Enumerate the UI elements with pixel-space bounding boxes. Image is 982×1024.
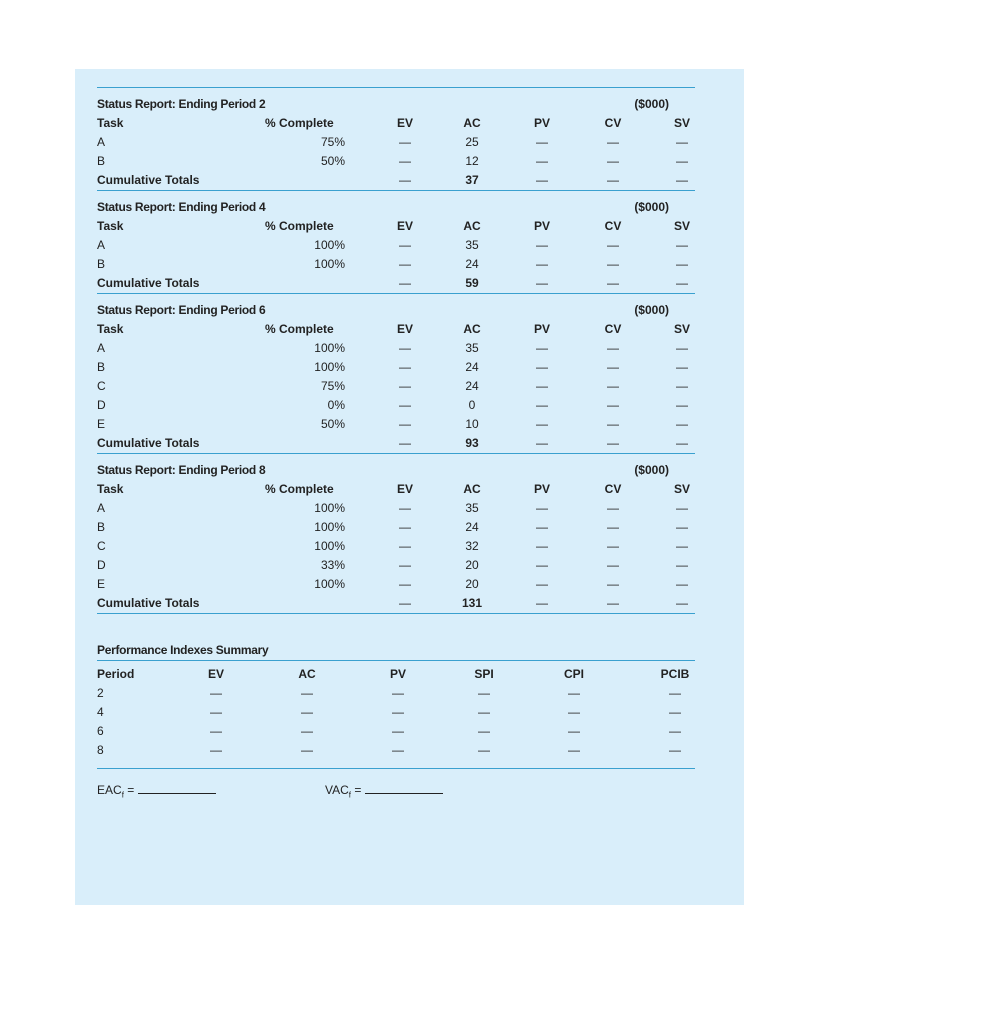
sv-blank: — <box>676 238 688 252</box>
pct-complete-value: 100% <box>314 520 345 534</box>
task-name: D <box>97 398 106 412</box>
pct-complete-value: 50% <box>320 154 345 168</box>
section-title-row <box>97 460 695 480</box>
ev-total-blank: — <box>399 436 411 450</box>
period-value: 6 <box>97 724 104 738</box>
ev-blank: — <box>399 417 411 431</box>
spi-blank: — <box>478 724 490 738</box>
task-name: E <box>97 577 106 591</box>
header-pcib: PCIB <box>660 667 690 681</box>
ev-blank: — <box>210 686 222 700</box>
column-header-row <box>97 114 695 133</box>
pct-complete-value: 75% <box>320 379 345 393</box>
vac-formula-equals: = <box>351 783 365 797</box>
header-period: Period <box>97 667 135 681</box>
ev-blank: — <box>399 398 411 412</box>
header-ac: AC <box>463 322 481 336</box>
pcib-blank: — <box>669 743 681 757</box>
header-spi: SPI <box>474 667 494 681</box>
cv-blank: — <box>607 539 619 553</box>
header-cv: CV <box>604 116 622 130</box>
header-task: Task <box>97 322 124 336</box>
pv-blank: — <box>536 417 548 431</box>
ev-blank: — <box>210 724 222 738</box>
task-row <box>97 255 695 274</box>
header-pct-complete: % Complete <box>265 482 334 496</box>
cumulative-totals-label: Cumulative Totals <box>97 173 200 187</box>
task-name: C <box>97 379 106 393</box>
header-ev: EV <box>396 482 413 496</box>
task-row <box>97 339 695 358</box>
pv-blank: — <box>392 743 404 757</box>
cumulative-totals-label: Cumulative Totals <box>97 436 200 450</box>
pv-blank: — <box>536 577 548 591</box>
ac-blank: — <box>301 743 313 757</box>
cv-blank: — <box>607 558 619 572</box>
report-container <box>97 87 695 809</box>
ac-value: 24 <box>465 379 479 393</box>
task-row <box>97 537 695 556</box>
ev-blank: — <box>399 379 411 393</box>
pv-blank: — <box>536 360 548 374</box>
task-row <box>97 556 695 575</box>
eac-formula-answer-blank <box>138 784 216 794</box>
sv-blank: — <box>676 520 688 534</box>
header-task: Task <box>97 482 124 496</box>
cumulative-totals-row <box>97 594 695 613</box>
period-value: 4 <box>97 705 104 719</box>
pv-blank: — <box>392 724 404 738</box>
status-report-section <box>97 87 695 190</box>
pv-total-blank: — <box>536 173 548 187</box>
sv-blank: — <box>676 577 688 591</box>
section-rule <box>97 293 695 294</box>
cv-total-blank: — <box>607 276 619 290</box>
task-row <box>97 358 695 377</box>
task-name: B <box>97 520 106 534</box>
header-pct-complete: % Complete <box>265 116 334 130</box>
ev-blank: — <box>399 577 411 591</box>
task-row <box>97 518 695 537</box>
spi-blank: — <box>478 743 490 757</box>
header-ev: EV <box>396 322 413 336</box>
pct-complete-value: 100% <box>314 577 345 591</box>
section-title: Status Report: Ending Period 8 <box>97 463 266 477</box>
ev-blank: — <box>399 360 411 374</box>
vac-formula-subscript: f <box>348 790 352 800</box>
ac-total-value: 93 <box>465 436 479 450</box>
pct-complete-value: 33% <box>320 558 345 572</box>
ac-blank: — <box>301 724 313 738</box>
performance-summary-section <box>97 640 695 809</box>
pct-complete-value: 75% <box>320 135 345 149</box>
cumulative-totals-row <box>97 434 695 453</box>
cv-blank: — <box>607 417 619 431</box>
ac-total-value: 59 <box>465 276 479 290</box>
vac-formula-label: VAC <box>325 783 349 797</box>
cpi-blank: — <box>568 686 580 700</box>
task-row <box>97 236 695 255</box>
section-rule <box>97 453 695 454</box>
header-sv: SV <box>673 116 690 130</box>
ac-value: 0 <box>468 398 476 412</box>
ev-blank: — <box>399 257 411 271</box>
header-pct-complete: % Complete <box>265 322 334 336</box>
ev-total-blank: — <box>399 596 411 610</box>
header-ac: AC <box>463 219 481 233</box>
task-name: A <box>97 135 106 149</box>
forecast-row <box>97 779 695 809</box>
summary-title-row <box>97 640 695 660</box>
sv-total-blank: — <box>676 173 688 187</box>
summary-row <box>97 684 695 703</box>
pv-total-blank: — <box>536 276 548 290</box>
header-sv: SV <box>673 219 690 233</box>
column-header-row <box>97 217 695 236</box>
cv-blank: — <box>607 360 619 374</box>
status-report-section <box>97 293 695 453</box>
sv-blank: — <box>676 398 688 412</box>
spi-blank: — <box>478 686 490 700</box>
header-ac: AC <box>463 116 481 130</box>
task-row <box>97 396 695 415</box>
status-report-section <box>97 453 695 613</box>
sv-blank: — <box>676 341 688 355</box>
ev-blank: — <box>399 341 411 355</box>
units-label: ($000) <box>634 200 669 214</box>
pct-complete-value: 100% <box>314 539 345 553</box>
sv-total-blank: — <box>676 596 688 610</box>
section-title: Status Report: Ending Period 6 <box>97 303 266 317</box>
sv-blank: — <box>676 417 688 431</box>
period-value: 8 <box>97 743 104 757</box>
header-cv: CV <box>604 482 622 496</box>
task-name: C <box>97 539 106 553</box>
summary-title: Performance Indexes Summary <box>97 643 269 657</box>
eac-formula-equals: = <box>123 783 138 797</box>
header-cv: CV <box>604 322 622 336</box>
section-title: Status Report: Ending Period 2 <box>97 97 266 111</box>
task-row <box>97 499 695 518</box>
cpi-blank: — <box>568 743 580 757</box>
cv-total-blank: — <box>607 173 619 187</box>
pv-blank: — <box>536 379 548 393</box>
ac-value: 35 <box>465 238 479 252</box>
ev-blank: — <box>210 743 222 757</box>
pct-complete-value: 100% <box>314 238 345 252</box>
summary-rule <box>97 660 695 661</box>
sv-blank: — <box>676 257 688 271</box>
summary-bottom-rule <box>97 768 695 769</box>
cumulative-totals-row <box>97 274 695 293</box>
ac-value: 24 <box>465 520 479 534</box>
units-label: ($000) <box>634 303 669 317</box>
header-sv: SV <box>673 322 690 336</box>
task-name: E <box>97 417 106 431</box>
header-task: Task <box>97 116 124 130</box>
pv-blank: — <box>536 520 548 534</box>
sv-blank: — <box>676 360 688 374</box>
task-name: A <box>97 501 106 515</box>
ac-total-value: 37 <box>465 173 479 187</box>
sv-blank: — <box>676 379 688 393</box>
header-task: Task <box>97 219 124 233</box>
vac-formula <box>325 783 443 799</box>
cv-blank: — <box>607 520 619 534</box>
sv-blank: — <box>676 501 688 515</box>
ac-value: 32 <box>465 539 479 553</box>
header-ac: AC <box>463 482 481 496</box>
cv-blank: — <box>607 257 619 271</box>
sv-total-blank: — <box>676 436 688 450</box>
ac-value: 20 <box>465 558 479 572</box>
cumulative-totals-label: Cumulative Totals <box>97 276 200 290</box>
header-pv: PV <box>389 667 406 681</box>
header-pv: PV <box>533 116 550 130</box>
pct-complete-value: 100% <box>314 341 345 355</box>
pv-blank: — <box>536 154 548 168</box>
ac-value: 20 <box>465 577 479 591</box>
section-title-row <box>97 94 695 114</box>
ac-value: 24 <box>465 360 479 374</box>
task-row <box>97 133 695 152</box>
cumulative-totals-label: Cumulative Totals <box>97 596 200 610</box>
sv-blank: — <box>676 558 688 572</box>
summary-row <box>97 722 695 741</box>
period-value: 2 <box>97 686 104 700</box>
pct-complete-value: 100% <box>314 501 345 515</box>
pv-blank: — <box>536 558 548 572</box>
task-name: A <box>97 238 106 252</box>
ev-total-blank: — <box>399 173 411 187</box>
pcib-blank: — <box>669 724 681 738</box>
ev-blank: — <box>399 520 411 534</box>
sv-total-blank: — <box>676 276 688 290</box>
section-rule <box>97 87 695 88</box>
pv-blank: — <box>536 135 548 149</box>
pv-blank: — <box>392 705 404 719</box>
pv-total-blank: — <box>536 596 548 610</box>
column-header-row <box>97 480 695 499</box>
eac-formula-subscript: f <box>121 790 124 800</box>
pct-complete-value: 50% <box>320 417 345 431</box>
ac-value: 24 <box>465 257 479 271</box>
ac-value: 10 <box>465 417 479 431</box>
eac-formula-label: EAC <box>97 783 122 797</box>
task-name: B <box>97 360 106 374</box>
units-label: ($000) <box>634 463 669 477</box>
ac-value: 35 <box>465 501 479 515</box>
header-cpi: CPI <box>563 667 584 681</box>
ac-value: 25 <box>465 135 479 149</box>
pct-complete-value: 100% <box>314 257 345 271</box>
header-cv: CV <box>604 219 622 233</box>
header-ev: EV <box>396 219 413 233</box>
exercise-panel <box>75 69 744 905</box>
summary-row <box>97 703 695 722</box>
cv-blank: — <box>607 379 619 393</box>
cv-blank: — <box>607 238 619 252</box>
pv-blank: — <box>392 686 404 700</box>
sv-blank: — <box>676 135 688 149</box>
pv-blank: — <box>536 501 548 515</box>
cumulative-totals-row <box>97 171 695 190</box>
ac-value: 12 <box>465 154 479 168</box>
ev-blank: — <box>399 501 411 515</box>
task-row <box>97 152 695 171</box>
header-pv: PV <box>533 482 550 496</box>
cpi-blank: — <box>568 724 580 738</box>
ev-blank: — <box>399 238 411 252</box>
cv-blank: — <box>607 398 619 412</box>
ac-total-value: 131 <box>461 596 483 610</box>
pcib-blank: — <box>669 705 681 719</box>
task-name: D <box>97 558 106 572</box>
ev-blank: — <box>399 558 411 572</box>
summary-header-row <box>97 665 695 684</box>
pcib-blank: — <box>669 686 681 700</box>
pv-blank: — <box>536 257 548 271</box>
header-sv: SV <box>673 482 690 496</box>
cv-blank: — <box>607 154 619 168</box>
task-name: A <box>97 341 106 355</box>
ev-blank: — <box>210 705 222 719</box>
section-rule <box>97 190 695 191</box>
header-ac: AC <box>298 667 316 681</box>
sv-blank: — <box>676 154 688 168</box>
cv-total-blank: — <box>607 596 619 610</box>
header-ev: EV <box>207 667 224 681</box>
summary-row <box>97 741 695 760</box>
task-row <box>97 575 695 594</box>
pv-blank: — <box>536 398 548 412</box>
cv-blank: — <box>607 341 619 355</box>
vac-formula-answer-blank <box>365 784 443 794</box>
header-pv: PV <box>533 219 550 233</box>
pv-total-blank: — <box>536 436 548 450</box>
pct-complete-value: 0% <box>327 398 345 412</box>
cv-total-blank: — <box>607 436 619 450</box>
header-pct-complete: % Complete <box>265 219 334 233</box>
pv-blank: — <box>536 341 548 355</box>
pv-blank: — <box>536 539 548 553</box>
cpi-blank: — <box>568 705 580 719</box>
ev-blank: — <box>399 539 411 553</box>
cv-blank: — <box>607 501 619 515</box>
header-pv: PV <box>533 322 550 336</box>
units-label: ($000) <box>634 97 669 111</box>
status-report-section <box>97 190 695 293</box>
ev-blank: — <box>399 154 411 168</box>
spi-blank: — <box>478 705 490 719</box>
header-ev: EV <box>396 116 413 130</box>
section-title-row <box>97 300 695 320</box>
cv-blank: — <box>607 135 619 149</box>
task-row <box>97 377 695 396</box>
eac-formula <box>97 783 216 799</box>
ac-blank: — <box>301 705 313 719</box>
task-name: B <box>97 154 106 168</box>
section-title: Status Report: Ending Period 4 <box>97 200 266 214</box>
cv-blank: — <box>607 577 619 591</box>
section-title-row <box>97 197 695 217</box>
column-header-row <box>97 320 695 339</box>
section-rule <box>97 613 695 614</box>
pct-complete-value: 100% <box>314 360 345 374</box>
task-row <box>97 415 695 434</box>
ev-total-blank: — <box>399 276 411 290</box>
sv-blank: — <box>676 539 688 553</box>
pv-blank: — <box>536 238 548 252</box>
ac-value: 35 <box>465 341 479 355</box>
task-name: B <box>97 257 106 271</box>
ev-blank: — <box>399 135 411 149</box>
ac-blank: — <box>301 686 313 700</box>
